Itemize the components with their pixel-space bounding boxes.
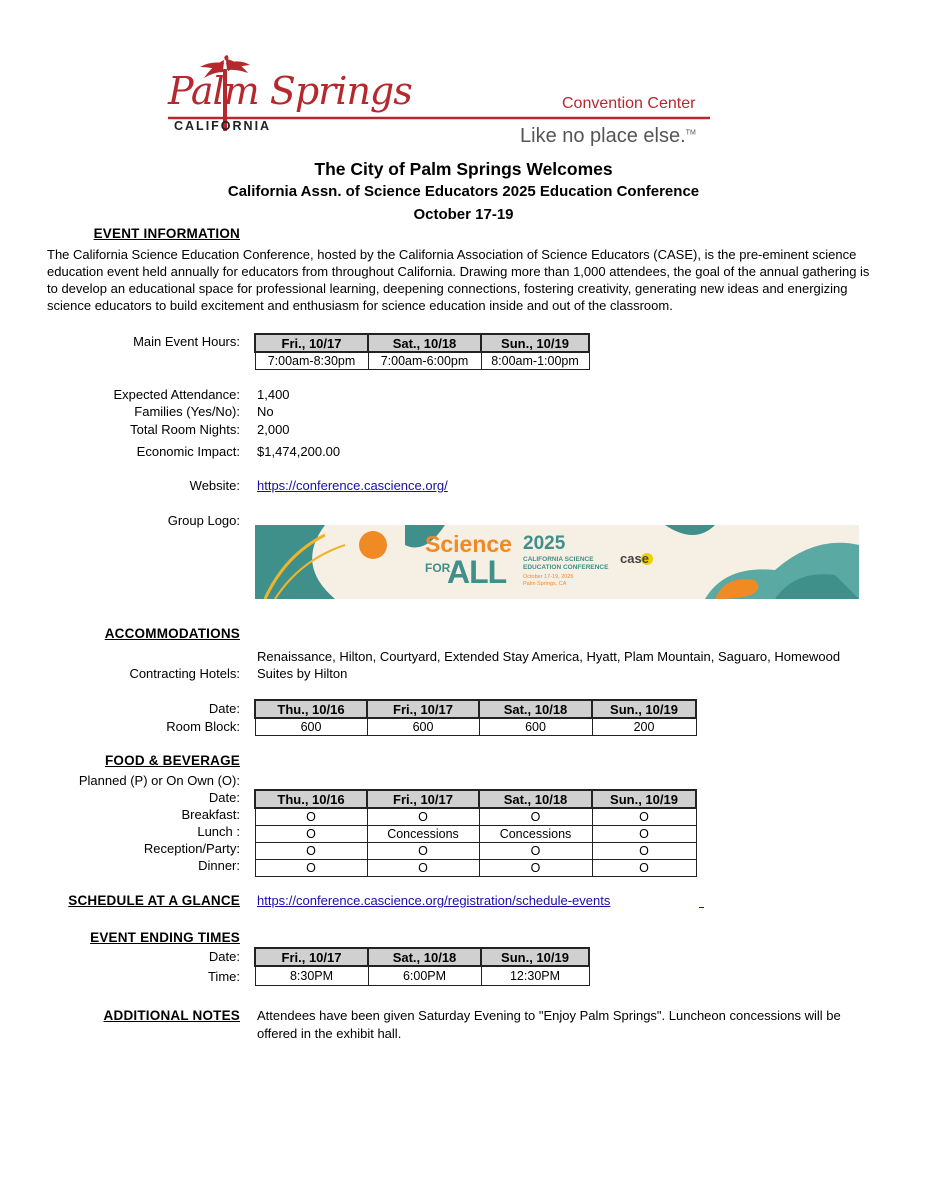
food-cell: O (255, 808, 367, 826)
food-date-label: Date: (208, 790, 240, 805)
conference-title: California Assn. of Science Educators 2025 Education Conference (227, 183, 700, 200)
food-cell: O (479, 808, 592, 826)
food-cell: O (592, 860, 696, 877)
link-underline-fragment (699, 907, 704, 908)
breakfast-label: Breakfast: (181, 807, 240, 822)
event-ending-heading: EVENT ENDING TIMES (90, 930, 240, 945)
event-description: The California Science Education Conference, hosted by the California Association of Science Educators (CASE), is the pre-eminent science education event held annually for educators from throughout California. Drawing more than 1,000 attendees, the goal of the annual gathering is to develop an educational space for professional learning, deepening connections, fostering creativity, generating new ideas and energizing science educators to build excitement and enthusiasm for science education inside and out of the classroom. (47, 247, 870, 313)
food-cell: O (479, 843, 592, 860)
food-cell: O (367, 843, 479, 860)
food-date: Sat., 10/18 (479, 790, 592, 808)
ending-time-label: Time: (207, 969, 240, 984)
ending-time: 12:30PM (481, 966, 589, 986)
logo-year-text: 2025 (523, 533, 566, 554)
room-nights-label: Total Room Nights: (130, 422, 240, 437)
food-beverage-heading: FOOD & BEVERAGE (104, 753, 240, 768)
hours-time: 7:00am-6:00pm (368, 352, 481, 370)
families-value: No (257, 404, 274, 419)
logo-place-text: Palm Springs, CA (523, 581, 567, 587)
room-block-value: 200 (592, 718, 696, 736)
tagline-text (520, 125, 696, 148)
families-label: Families (Yes/No): (134, 404, 240, 419)
ending-time: 6:00PM (368, 966, 481, 986)
dinner-label: Dinner: (198, 858, 240, 873)
event-information-heading: EVENT INFORMATION (93, 226, 240, 241)
hours-time: 7:00am-8:30pm (255, 352, 368, 370)
logo-main-text: Palm Springs (168, 69, 412, 113)
logo-dates-text: October 17-19, 2025 (523, 574, 574, 580)
room-block-label: Room Block: (166, 719, 240, 734)
contracting-hotels-label: Contracting Hotels: (129, 666, 240, 681)
food-cell: Concessions (479, 826, 592, 843)
group-logo-label: Group Logo: (167, 513, 240, 528)
room-date: Fri., 10/17 (367, 700, 479, 718)
food-cell: O (592, 826, 696, 843)
hours-time: 8:00am-1:00pm (481, 352, 589, 370)
website-label: Website: (189, 478, 240, 493)
accommodations-heading: ACCOMMODATIONS (104, 626, 240, 641)
ending-time: 8:30PM (255, 966, 368, 986)
room-block-table (254, 699, 697, 736)
hours-day: Sat., 10/18 (368, 334, 481, 352)
attendance-label: Expected Attendance: (113, 387, 240, 402)
logo-sub1-text: CALIFORNIA SCIENCE (523, 556, 594, 563)
main-event-hours-table (254, 333, 590, 370)
food-cell: O (255, 843, 367, 860)
room-block-value: 600 (255, 718, 367, 736)
planned-label: Planned (P) or On Own (O): (78, 773, 240, 788)
room-nights-value: 2,000 (257, 422, 290, 437)
room-block-value: 600 (479, 718, 592, 736)
event-ending-table (254, 947, 590, 986)
main-event-hours-label: Main Event Hours: (133, 334, 240, 349)
case-logo-text: case (620, 551, 649, 566)
group-logo-banner (255, 525, 859, 599)
food-cell: O (255, 860, 367, 877)
economic-impact-label: Economic Impact: (136, 444, 240, 459)
ending-date: Sun., 10/19 (481, 948, 589, 966)
additional-notes-text: Attendees have been given Saturday Evening to "Enjoy Palm Springs". Luncheon concessions will be offered in the exhibit hall. (257, 1008, 841, 1041)
schedule-link[interactable]: https://conference.cascience.org/registration/schedule-events (257, 893, 611, 908)
ending-date: Sat., 10/18 (368, 948, 481, 966)
hours-day: Sun., 10/19 (481, 334, 589, 352)
convention-center-logo (160, 55, 720, 155)
food-cell: Concessions (367, 826, 479, 843)
attendance-value: 1,400 (257, 387, 290, 402)
logo-science-text: Science (425, 531, 512, 557)
food-cell: O (255, 826, 367, 843)
trademark: TM (685, 129, 696, 137)
room-date: Sun., 10/19 (592, 700, 696, 718)
reception-label: Reception/Party: (143, 841, 240, 856)
room-date: Sat., 10/18 (479, 700, 592, 718)
tagline: Like no place else. (520, 125, 686, 147)
hotels-line-1: Renaissance, Hilton, Courtyard, Extended Stay America, Hyatt, Plam Mountain, Saguaro, Homewood (257, 649, 841, 664)
lunch-label: Lunch : (197, 824, 240, 839)
room-block-value: 600 (367, 718, 479, 736)
conference-dates: October 17-19 (413, 206, 514, 223)
logo-state-text: CALIFORNIA (174, 119, 272, 133)
food-cell: O (367, 860, 479, 877)
logo-all-text: ALL (447, 554, 507, 590)
food-cell: O (592, 808, 696, 826)
hotels-line-2: Suites by Hilton (257, 666, 348, 681)
food-cell: O (479, 860, 592, 877)
room-date: Thu., 10/16 (255, 700, 367, 718)
hours-day: Fri., 10/17 (255, 334, 368, 352)
venue-text: Convention Center (562, 95, 696, 112)
food-beverage-table (254, 789, 697, 877)
food-cell: O (592, 843, 696, 860)
website-link[interactable]: https://conference.cascience.org/ (257, 478, 448, 493)
logo-for-text: FOR (425, 561, 451, 575)
food-date: Fri., 10/17 (367, 790, 479, 808)
food-date: Sun., 10/19 (592, 790, 696, 808)
ending-date-label: Date: (208, 949, 240, 964)
page-title: The City of Palm Springs Welcomes (314, 159, 613, 179)
room-date-label: Date: (208, 701, 240, 716)
food-cell: O (367, 808, 479, 826)
additional-notes-heading: ADDITIONAL NOTES (103, 1008, 240, 1023)
economic-impact-value: $1,474,200.00 (257, 444, 341, 459)
ending-date: Fri., 10/17 (255, 948, 368, 966)
logo-sub2-text: EDUCATION CONFERENCE (523, 564, 609, 571)
schedule-heading: SCHEDULE AT A GLANCE (68, 893, 240, 908)
food-date: Thu., 10/16 (255, 790, 367, 808)
